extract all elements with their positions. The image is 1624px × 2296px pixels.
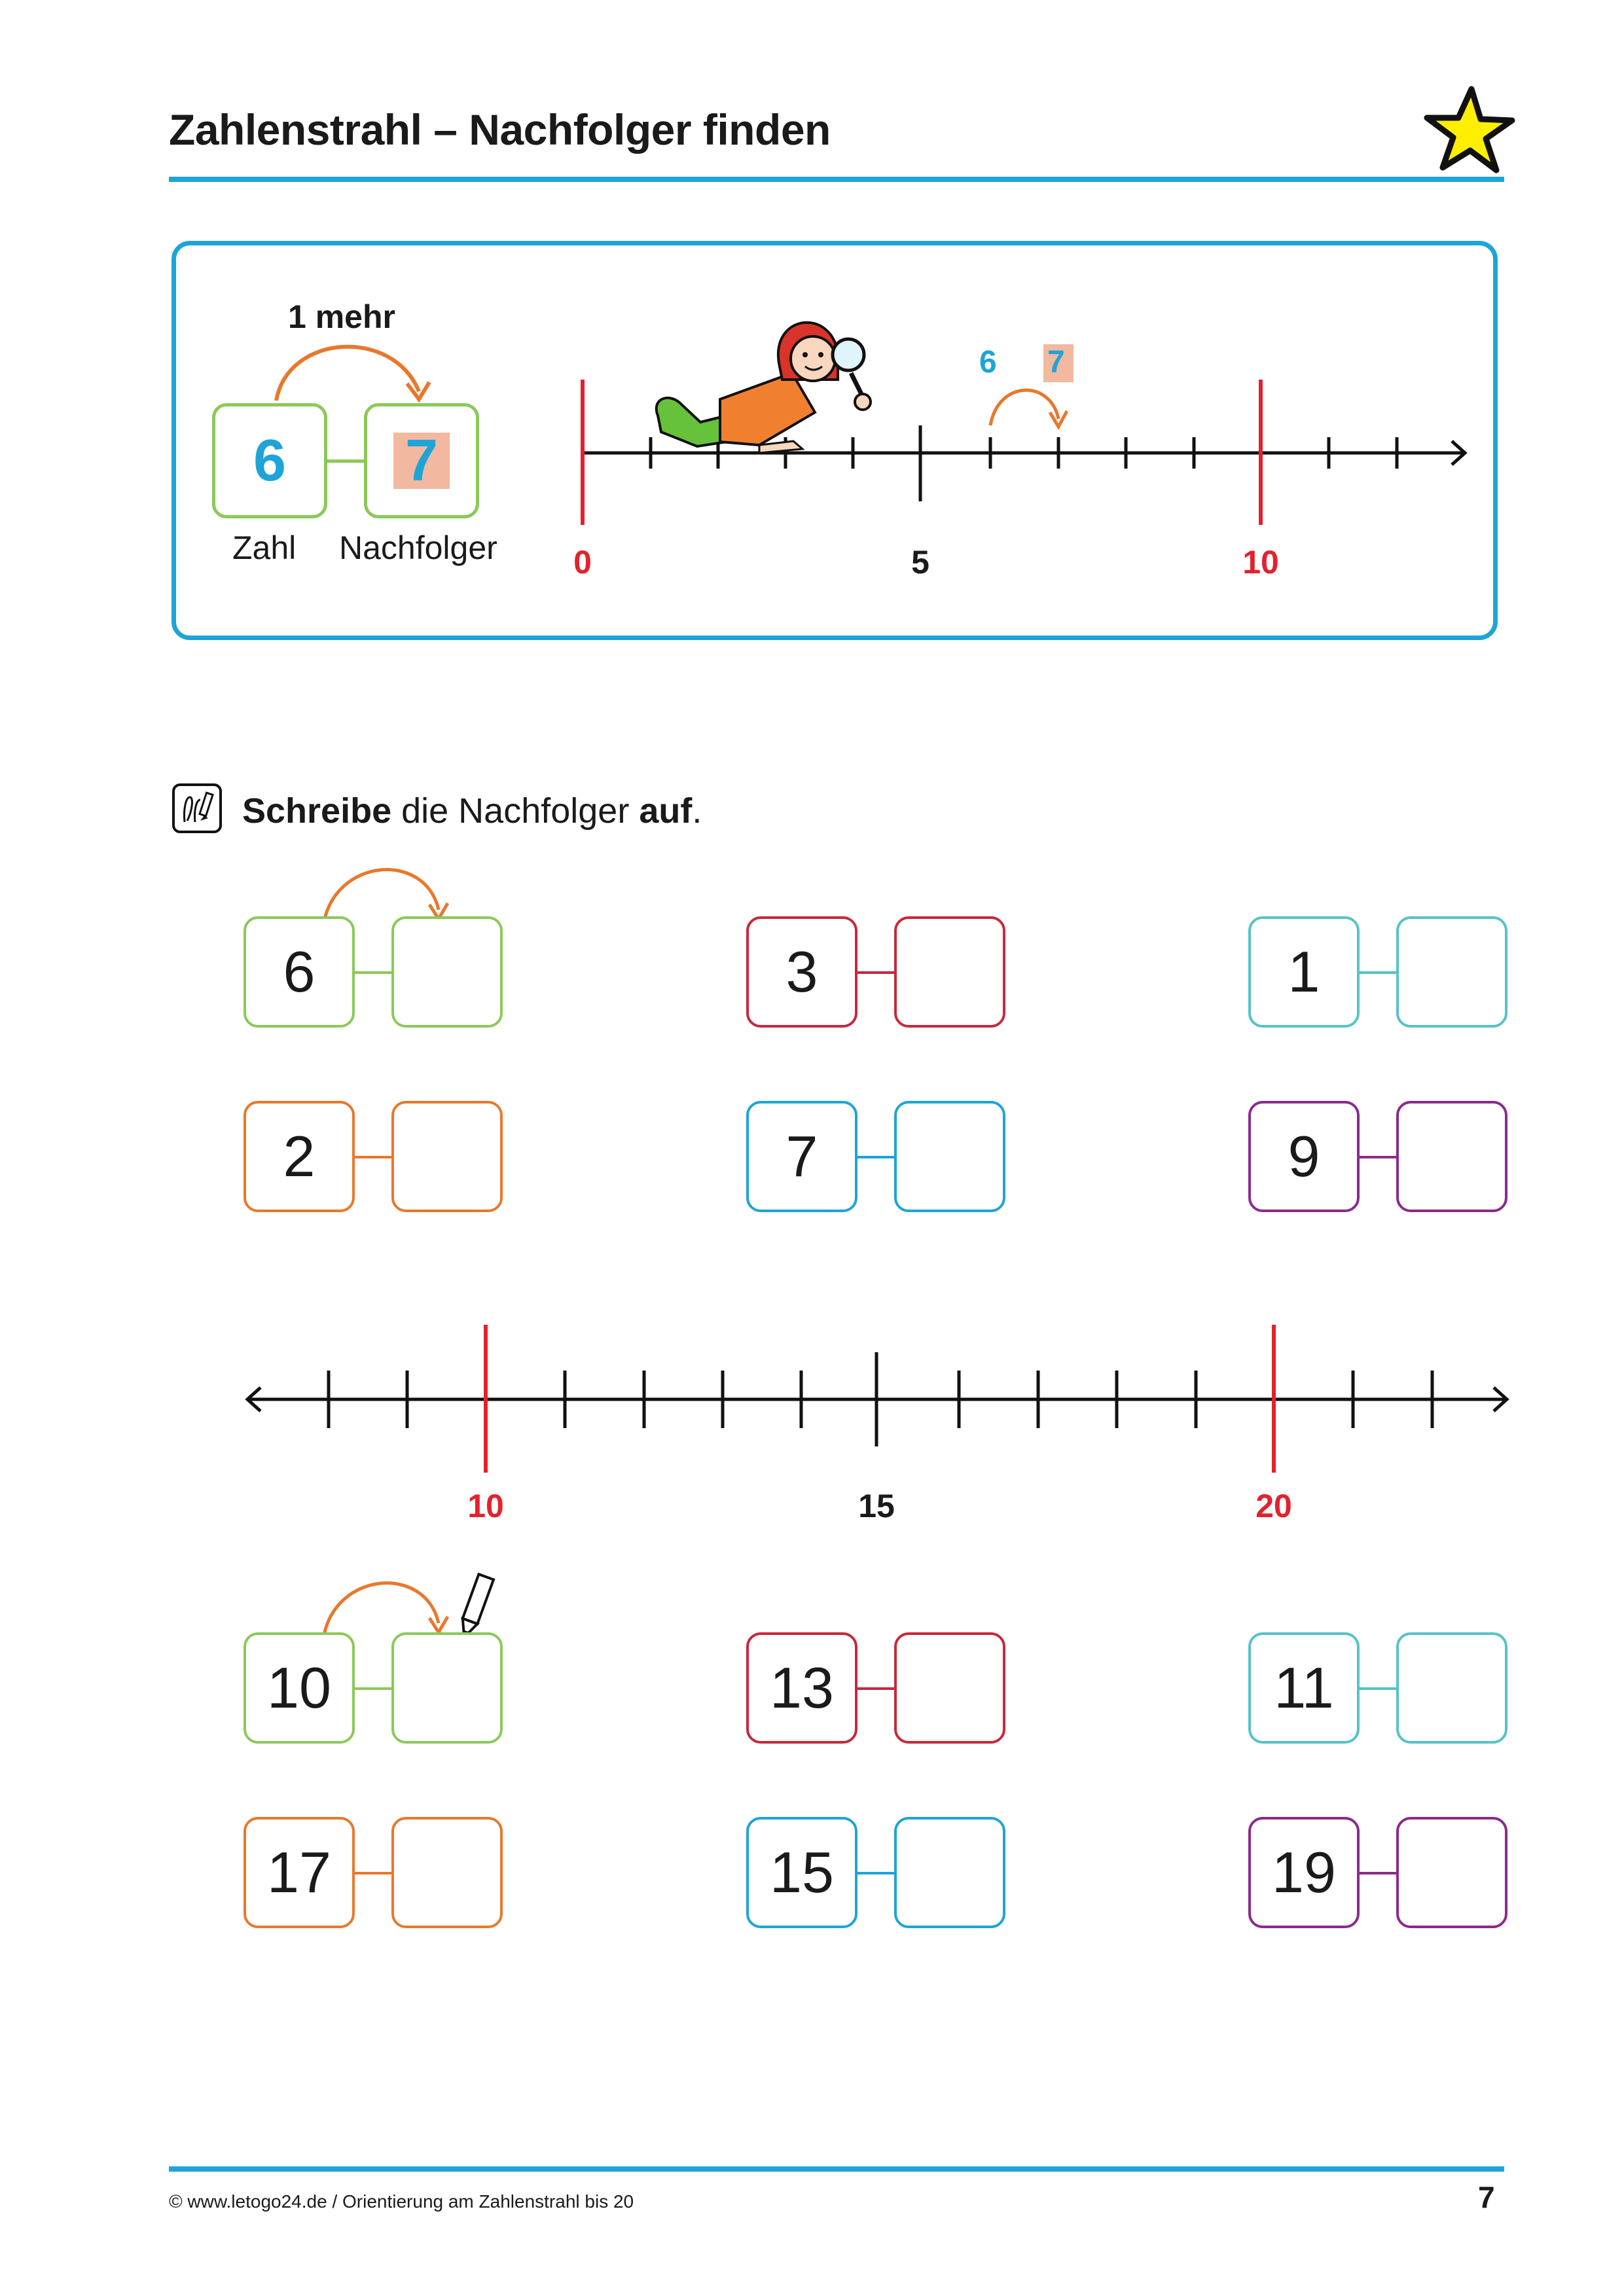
axis-label-0: 0 [573, 544, 592, 581]
arrow-label: 1 mehr [288, 298, 395, 335]
number-box: 10 [244, 1632, 355, 1744]
answer-box[interactable] [894, 1632, 1005, 1744]
exercise-pair [244, 1101, 503, 1213]
footer-rule [169, 2166, 1504, 2172]
successor-label: Nachfolger [339, 529, 497, 566]
girl-with-magnifier-icon [657, 323, 871, 453]
number-box: 6 [244, 916, 355, 1028]
number-value: 6 [253, 428, 287, 493]
box-connector [857, 971, 894, 974]
answer-box[interactable] [1396, 916, 1507, 1028]
box-connector [355, 971, 391, 974]
pencil-writing-icon [171, 783, 223, 834]
answer-box[interactable] [391, 1632, 503, 1744]
box-connector [355, 1687, 391, 1690]
instruction-text: Schreibe die Nachfolger auf. [242, 791, 702, 831]
number-box: 7 [746, 1101, 857, 1212]
number-line-0-12 [563, 301, 1479, 550]
page-number: 7 [1478, 2180, 1495, 2214]
number-box: 11 [1248, 1632, 1360, 1744]
number-box: 1 [1248, 916, 1360, 1028]
exercise-pair [746, 1817, 1006, 1929]
number-line-10-20 [236, 1316, 1512, 1486]
number-box: 9 [1248, 1101, 1360, 1212]
box-connector [355, 1156, 391, 1158]
axis-label-15: 15 [858, 1488, 895, 1524]
box-connector [857, 1872, 894, 1874]
exercise-pair [1248, 1817, 1508, 1929]
axis-label-5: 5 [911, 544, 929, 581]
answer-box[interactable] [894, 916, 1005, 1028]
header-rule [169, 177, 1504, 182]
box-connector [1360, 1872, 1396, 1874]
exercise-pair [746, 916, 1006, 1029]
exercise-pair [746, 1101, 1006, 1213]
exercise-pair [746, 1632, 1006, 1745]
axis-label-20: 20 [1255, 1488, 1292, 1524]
exercise-pair [1248, 916, 1508, 1029]
answer-box[interactable] [391, 916, 503, 1028]
jump-arrow-icon [262, 327, 445, 406]
number-box: 13 [746, 1632, 857, 1744]
number-box: 19 [1248, 1817, 1360, 1928]
box-connector [355, 1872, 391, 1874]
number-box [212, 403, 327, 518]
box-connector [857, 1687, 894, 1690]
page-title: Zahlenstrahl – Nachfolger finden [169, 105, 831, 154]
answer-box[interactable] [391, 1817, 503, 1928]
number-box: 3 [746, 916, 857, 1028]
successor-value: 7 [405, 428, 439, 493]
exercise-pair [1248, 1101, 1508, 1213]
exercise-pair [244, 1817, 503, 1929]
axis-label-10: 10 [1242, 544, 1279, 581]
answer-box[interactable] [391, 1101, 503, 1212]
box-connector [1360, 1687, 1396, 1690]
answer-box[interactable] [1396, 1817, 1507, 1928]
answer-box[interactable] [1396, 1632, 1507, 1744]
box-connector [857, 1156, 894, 1158]
answer-box[interactable] [1396, 1101, 1507, 1212]
exercise-pair [244, 1632, 503, 1745]
axis-label-10: 10 [467, 1488, 504, 1524]
exercise-pair [244, 916, 503, 1029]
box-connector [1360, 1156, 1396, 1158]
footer-text: © www.letogo24.de / Orientierung am Zahlenstrahl bis 20 [169, 2191, 634, 2212]
answer-box[interactable] [894, 1817, 1005, 1928]
star-icon [1420, 84, 1517, 181]
number-box: 15 [746, 1817, 857, 1928]
answer-box[interactable] [894, 1101, 1005, 1212]
number-box: 17 [244, 1817, 355, 1928]
hop-to-label: 7 [1047, 345, 1065, 380]
number-label: Zahl [232, 529, 297, 566]
number-box: 2 [244, 1101, 355, 1212]
hop-from-label: 6 [979, 345, 997, 380]
box-connector [327, 459, 364, 463]
exercise-pair [1248, 1632, 1508, 1745]
successor-box [364, 403, 479, 518]
box-connector [1360, 971, 1396, 974]
